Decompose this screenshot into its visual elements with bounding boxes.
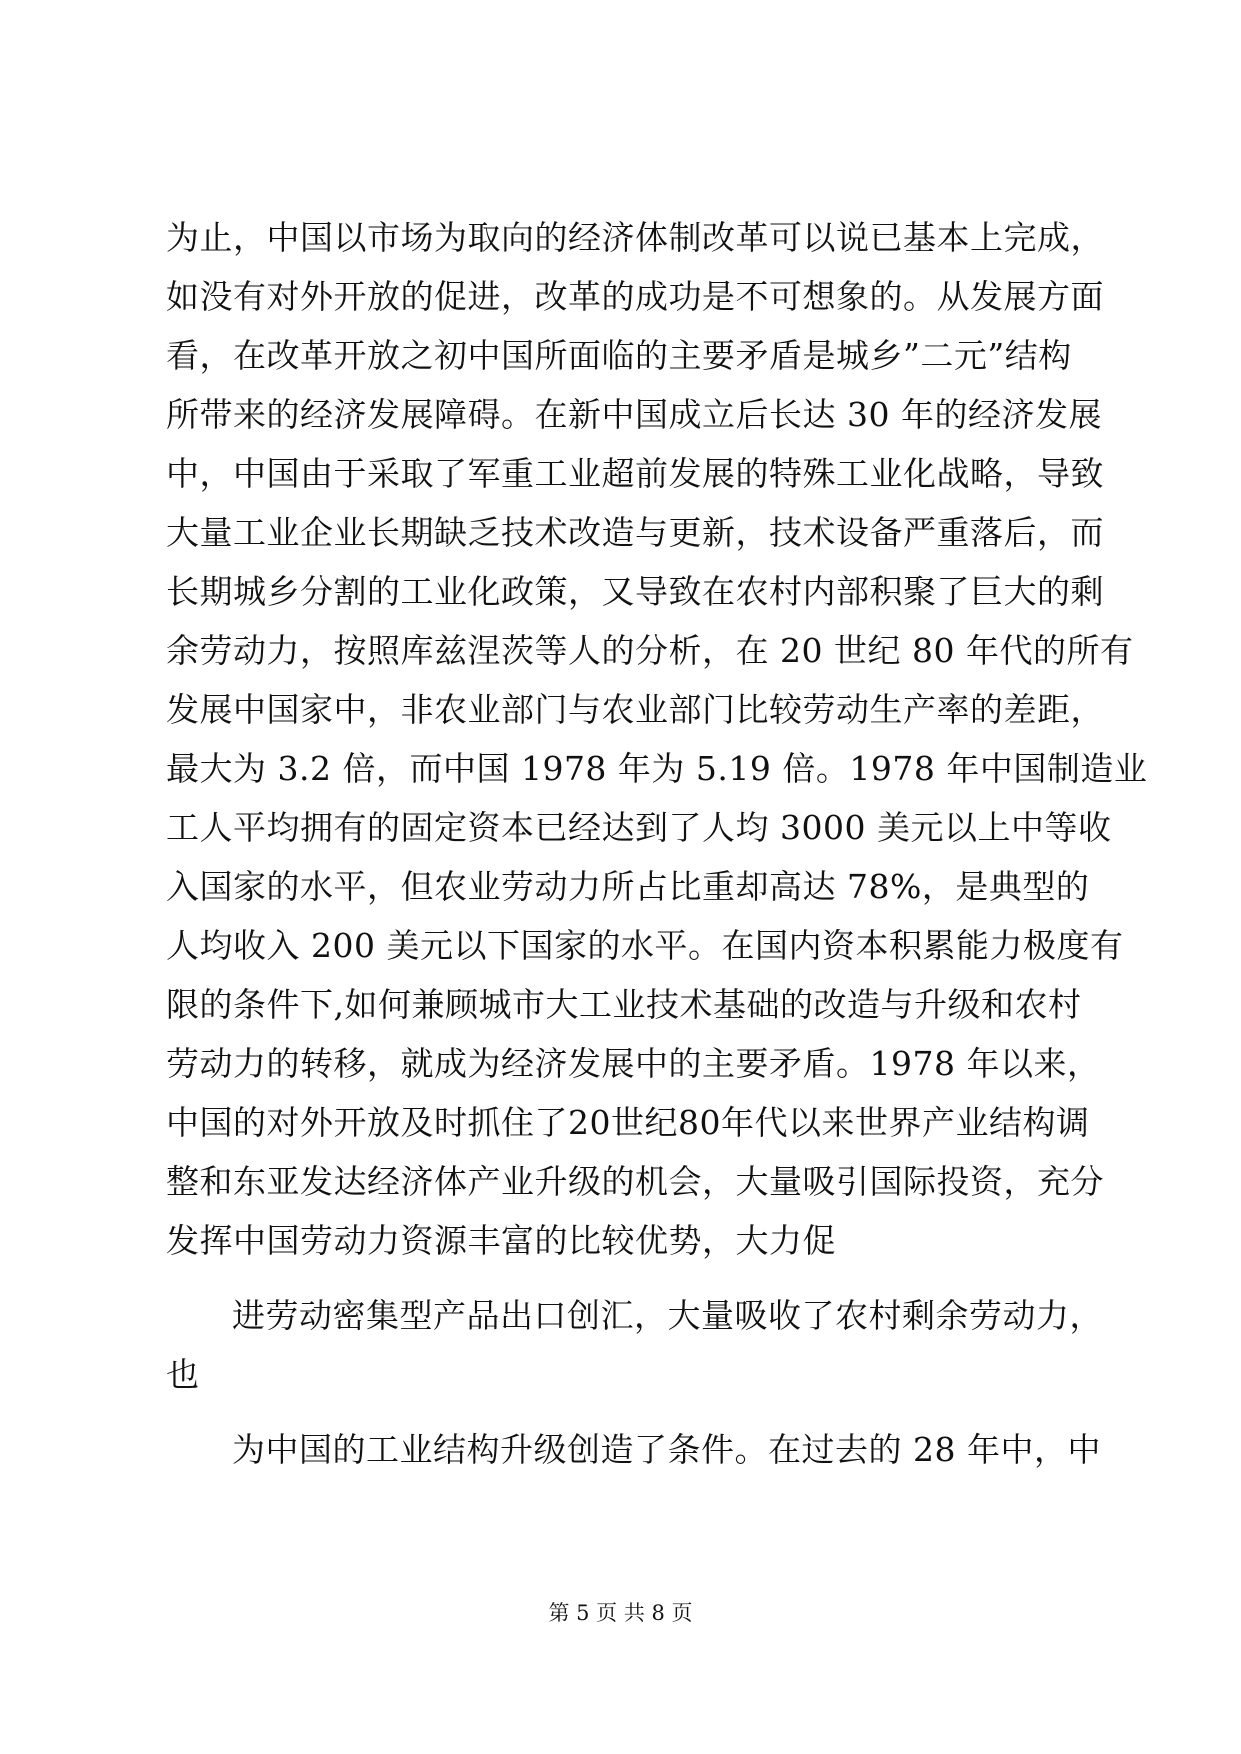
- text-line: 人均收入 200 美元以下国家的水平。在国内资本积累能力极度有: [166, 926, 1124, 965]
- text-line: 发展中国家中，非农业部门与农业部门比较劳动生产率的差距，: [166, 690, 1104, 729]
- text-line: 最大为 3.2 倍，而中国 1978 年为 5.19 倍。1978 年中国制造业: [166, 749, 1148, 788]
- text-line: 为止，中国以市场为取向的经济体制改革可以说已基本上完成，: [166, 218, 1104, 257]
- text-line: 中国的对外开放及时抓住了20世纪80年代以来世界产业结构调: [166, 1103, 1090, 1142]
- text-line: 看，在改革开放之初中国所面临的主要矛盾是城乡”二元”结构: [166, 336, 1072, 375]
- text-line: 大量工业企业长期缺乏技术改造与更新，技术设备严重落后，而: [166, 513, 1104, 552]
- paragraph-2-line-1: 进劳动密集型产品出口创汇，大量吸收了农村剩余劳动力，: [232, 1296, 1103, 1335]
- paragraph-3-line-1: 为中国的工业结构升级创造了条件。在过去的 28 年中，中: [232, 1430, 1101, 1469]
- text-line: 整和东亚发达经济体产业升级的机会，大量吸引国际投资，充分: [166, 1162, 1104, 1201]
- text-line: 发挥中国劳动力资源丰富的比较优势，大力促: [166, 1221, 836, 1260]
- text-line: 余劳动力，按照库兹涅茨等人的分析，在 20 世纪 80 年代的所有: [166, 631, 1134, 670]
- text-line: 限的条件下,如何兼顾城市大工业技术基础的改造与升级和农村: [166, 985, 1082, 1024]
- text-line: 入国家的水平，但农业劳动力所占比重却高达 78%，是典型的: [166, 867, 1090, 906]
- text-line: 长期城乡分割的工业化政策，又导致在农村内部积聚了巨大的剩: [166, 572, 1104, 611]
- text-line: 工人平均拥有的固定资本已经达到了人均 3000 美元以上中等收: [166, 808, 1112, 847]
- page-footer: 第 5 页 共 8 页: [548, 1601, 693, 1625]
- text-line: 劳动力的转移，就成为经济发展中的主要矛盾。1978 年以来，: [166, 1044, 1101, 1083]
- text-line: 如没有对外开放的促进，改革的成功是不可想象的。从发展方面: [166, 277, 1104, 316]
- document-body: [166, 208, 1148, 1479]
- text-line: 所带来的经济发展障碍。在新中国成立后长达 30 年的经济发展: [166, 395, 1102, 434]
- paragraph-2-line-2: 也: [166, 1355, 200, 1394]
- text-line: 中，中国由于采取了军重工业超前发展的特殊工业化战略，导致: [166, 454, 1104, 493]
